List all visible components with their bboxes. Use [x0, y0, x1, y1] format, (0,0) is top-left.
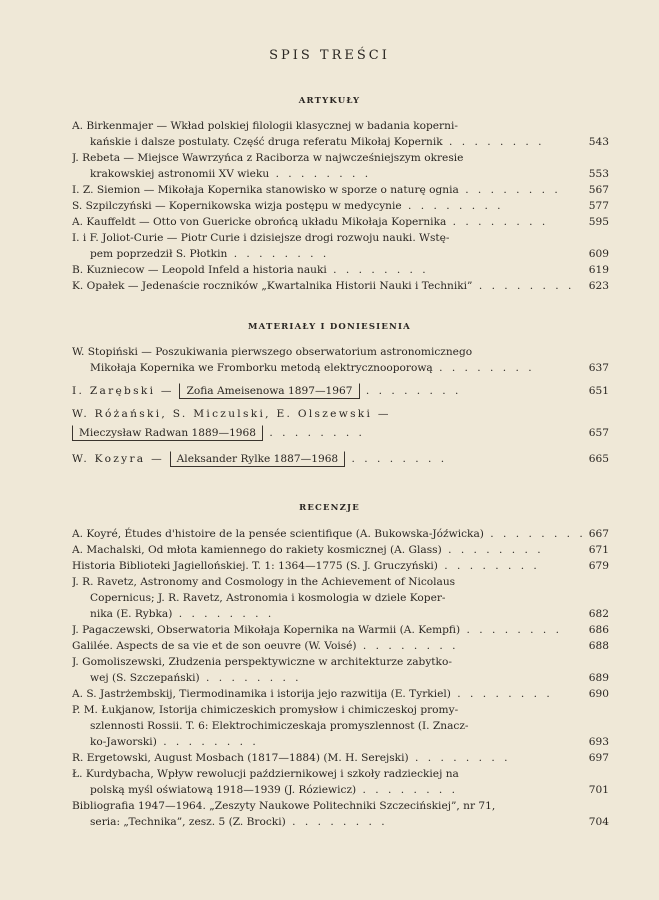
leader-dots: . . . . . . . . [442, 136, 545, 148]
entry-line [72, 182, 609, 198]
entry-text: J. R. Ravetz, Astronomy and Cosmology in the Achievement of Nicolaus [72, 576, 456, 588]
artykul-entry [72, 230, 609, 262]
entry-line [72, 380, 609, 402]
entry-text: ko-Jaworski) [90, 736, 157, 748]
entry-line [72, 118, 609, 134]
artykul-entry [72, 198, 609, 214]
artykul-entry [72, 278, 609, 294]
entry-text: J. Pagaczewski, Obserwatoria Mikołaja Kopernika na Warmii (A. Kempfi) [72, 624, 461, 636]
leader-dots: . . . . . . . . [356, 640, 459, 652]
section-heading-artykuly: ARTYKUŁY [298, 96, 361, 106]
recenzja-entry [72, 750, 609, 766]
entry-line [72, 406, 609, 422]
recenzja-entry [72, 686, 609, 702]
leader-dots: . . . . . . . . [285, 816, 388, 828]
leader-dots: . . . . . . . . [227, 248, 330, 260]
obituary-box: Zofia Ameisenowa 1897—1967 [179, 383, 359, 399]
entry-line [72, 246, 609, 262]
page-number: 704 [588, 816, 609, 828]
leader-dots: . . . . . . . . [460, 624, 563, 636]
entry-text: Ł. Kurdybacha, Wpływ rewolucji październikowej i szkoły radzieckiej na [72, 768, 459, 780]
page-number: 595 [588, 216, 609, 228]
entry-text: I. i F. Joliot-Curie — Piotr Curie i dzisiejsze drogi rozwoju nauki. Wstę- [72, 232, 450, 244]
leader-dots: . . . . . . . . [156, 736, 259, 748]
entry-line [72, 230, 609, 246]
artykul-entry [72, 262, 609, 278]
entry-text: A. S. Jastrżembskij, Tiermodinamika i istorija jejo razwitija (E. Tyrkiel) [72, 688, 451, 700]
entry-line [72, 574, 609, 590]
entry-line [72, 344, 609, 360]
leader-dots: . . . . . . . . [356, 784, 459, 796]
page-number: 553 [588, 168, 609, 180]
entry-line [72, 526, 609, 542]
entry-line [72, 198, 609, 214]
entry-line [72, 814, 609, 830]
entry-line [72, 448, 609, 470]
page-number: 567 [588, 184, 609, 196]
leader-dots: . . . . . . . . [172, 608, 275, 620]
page-number: 686 [588, 624, 609, 636]
page-number: 701 [588, 784, 609, 796]
page-title: SPIS TREŚCI [269, 48, 390, 63]
leader-dots: . . . . . . . . [437, 560, 540, 572]
entry-text: seria: „Technika”, zesz. 5 (Z. Brocki) [90, 816, 286, 828]
entry-text: Bibliografia 1947—1964. „Zeszyty Naukowe Politechniki Szczecińskiej”, nr 71, [72, 800, 496, 812]
leader-dots: . . . . . . . . [458, 184, 561, 196]
page-number: 577 [588, 200, 609, 212]
artykul-entry [72, 214, 609, 230]
entry-line [72, 542, 609, 558]
entry-line [72, 798, 609, 814]
entry-line [72, 262, 609, 278]
recenzja-entry [72, 526, 609, 542]
artykul-entry [72, 118, 609, 150]
entry-line [72, 558, 609, 574]
page-number: 679 [588, 560, 609, 572]
materialy-list [72, 344, 609, 474]
page-number: 665 [588, 453, 609, 465]
page-number: 609 [588, 248, 609, 260]
entry-text: W. Stopiński — Poszukiwania pierwszego obserwatorium astronomicznego [72, 346, 473, 358]
entry-text: pem poprzedził S. Płotkin [90, 248, 228, 260]
entry-line [72, 766, 609, 782]
entry-text: Copernicus; J. R. Ravetz, Astronomia i kosmologia w dziele Koper- [90, 592, 446, 604]
entry-text: A. Koyré, Études d'histoire de la pensée scientifique (A. Bukowska-Jóźwicka) [72, 528, 484, 540]
page-number: 667 [588, 528, 609, 540]
leader-dots: . . . . . . . . [359, 385, 462, 397]
entry-text: R. Ergetowski, August Mosbach (1817—1884) (M. H. Serejski) [72, 752, 409, 764]
recenzja-entry [72, 654, 609, 686]
obituary-box: Mieczysław Radwan 1889—1968 [72, 425, 263, 441]
section-heading-recenzje: RECENZJE [299, 503, 360, 513]
material-entry [72, 448, 609, 470]
entry-text: A. Machalski, Od młota kamiennego do rakiety kosmicznej (A. Glass) [72, 544, 442, 556]
entry-line [72, 718, 609, 734]
leader-dots: . . . . . . . . [472, 280, 575, 292]
leader-dots: . . . . . . . . [408, 752, 511, 764]
entry-line [72, 702, 609, 718]
material-entry [72, 344, 609, 376]
page-number: 657 [588, 427, 609, 439]
entry-line [72, 654, 609, 670]
leader-dots: . . . . . . . . [401, 200, 504, 212]
entry-text: J. Rebeta — Miejsce Wawrzyńca z Raciborza w najwcześniejszym okresie [72, 152, 464, 164]
recenzja-entry [72, 638, 609, 654]
leader-dots: . . . . . . . . [269, 168, 372, 180]
page-number: 690 [588, 688, 609, 700]
entry-text: polską myśl oświatową 1918—1939 (J. Róziewicz) [90, 784, 357, 796]
page-number: 697 [588, 752, 609, 764]
entry-text: J. Gomoliszewski, Złudzenia perspektywiczne w architekturze zabytko- [72, 656, 452, 668]
entry-line [72, 782, 609, 798]
entry-text: I. Z. Siemion — Mikołaja Kopernika stanowisko w sporze o naturę ognia [72, 184, 459, 196]
entry-text: A. Kauffeldt — Otto von Guericke obrońcą układu Mikołaja Kopernika [72, 216, 447, 228]
entry-text: kańskie i dalsze postulaty. Część druga referatu Mikołaj Kopernik [90, 136, 443, 148]
page-number: 689 [588, 672, 609, 684]
entry-text: B. Kuzniecow — Leopold Infeld a historia nauki [72, 264, 327, 276]
entry-text: A. Birkenmajer — Wkład polskiej filologii klasycznej w badania koperni- [72, 120, 458, 132]
entry-text: nika (E. Rybka) [90, 608, 173, 620]
recenzja-entry [72, 766, 609, 798]
leader-dots: . . . . . . . . [483, 528, 586, 540]
entry-line [72, 360, 609, 376]
leader-dots: . . . . . . . . [345, 453, 448, 465]
page-number: 637 [588, 362, 609, 374]
artykul-entry [72, 182, 609, 198]
artykuly-list [72, 118, 609, 294]
recenzja-entry [72, 542, 609, 558]
recenzje-list [72, 526, 609, 830]
entry-line [72, 670, 609, 686]
entry-text: Galilée. Aspects de sa vie et de son oeuvre (W. Voisé) [72, 640, 357, 652]
leader-dots: . . . . . . . . [450, 688, 553, 700]
material-entry [72, 380, 609, 402]
page-number: 688 [588, 640, 609, 652]
entry-text: K. Opałek — Jedenaście roczników „Kwartalnika Historii Nauki i Techniki” [72, 280, 473, 292]
entry-line [72, 278, 609, 294]
entry-authors: W. Różański, S. Miczulski, E. Olszewski — [72, 408, 391, 420]
artykul-entry [72, 150, 609, 182]
leader-dots: . . . . . . . . [432, 362, 535, 374]
page-number: 682 [588, 608, 609, 620]
recenzja-entry [72, 798, 609, 830]
entry-author: I. Zarębski — [72, 385, 180, 397]
entry-author: W. Kozyra — [72, 453, 170, 465]
recenzja-entry [72, 702, 609, 750]
obituary-box: Aleksander Rylke 1887—1968 [170, 451, 346, 467]
page-number: 623 [588, 280, 609, 292]
entry-text: Historia Biblioteki Jagiellońskiej. T. 1: 1364—1775 (S. J. Gruczyński) [72, 560, 438, 572]
leader-dots: . . . . . . . . [326, 264, 429, 276]
recenzja-entry [72, 558, 609, 574]
page-number: 619 [588, 264, 609, 276]
recenzja-entry [72, 622, 609, 638]
leader-dots: . . . . . . . . [199, 672, 302, 684]
page-number: 693 [588, 736, 609, 748]
entry-line [72, 134, 609, 150]
material-entry [72, 406, 609, 444]
entry-line [72, 150, 609, 166]
entry-line [72, 734, 609, 750]
entry-line [72, 214, 609, 230]
section-heading-materialy: MATERIAŁY I DONIESIENIA [248, 322, 411, 332]
entry-text: Mikołaja Kopernika we Fromborku metodą elektrycznooporową [90, 362, 433, 374]
page-number: 671 [588, 544, 609, 556]
entry-line [72, 622, 609, 638]
entry-line [72, 606, 609, 622]
entry-line [72, 750, 609, 766]
leader-dots: . . . . . . . . [441, 544, 544, 556]
entry-text: P. M. Łukjanow, Istorija chimiczeskich promysłow i chimiczeskoj promy- [72, 704, 459, 716]
entry-text: krakowskiej astronomii XV wieku [90, 168, 270, 180]
entry-line [72, 422, 609, 444]
leader-dots: . . . . . . . . [446, 216, 549, 228]
page-number: 543 [588, 136, 609, 148]
page-number: 651 [588, 385, 609, 397]
entry-line [72, 590, 609, 606]
entry-line [72, 638, 609, 654]
leader-dots: . . . . . . . . [263, 427, 365, 439]
entry-line [72, 686, 609, 702]
entry-text: wej (S. Szczepański) [90, 672, 200, 684]
entry-line [72, 166, 609, 182]
recenzja-entry [72, 574, 609, 622]
entry-text: szlennosti Rossii. T. 6: Elektrochimiczeskaja promyszlennost (I. Znacz- [90, 720, 469, 732]
entry-text: S. Szpilczyński — Kopernikowska wizja postępu w medycynie [72, 200, 402, 212]
